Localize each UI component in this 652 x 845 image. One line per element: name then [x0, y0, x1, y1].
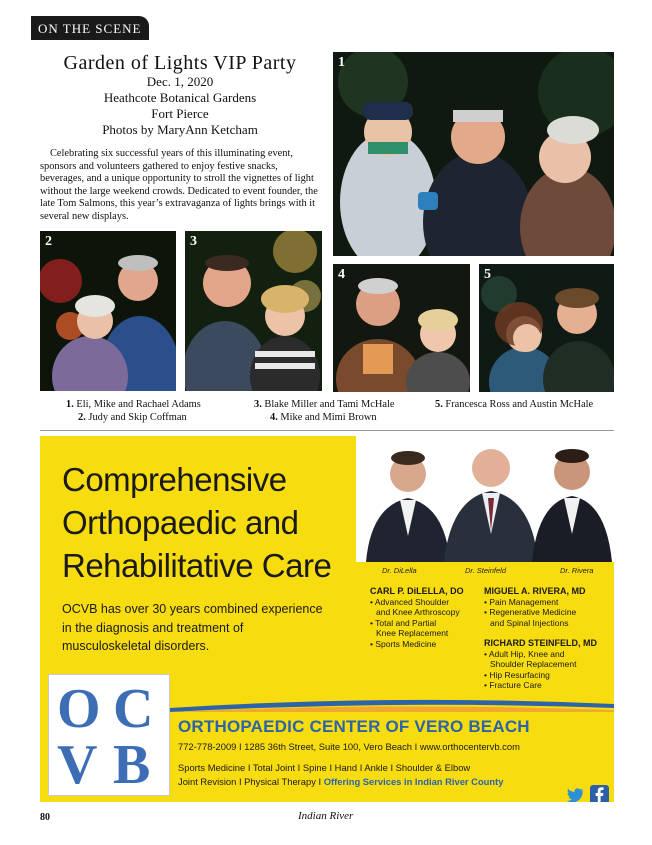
doctor-caption-rivera: Dr. Rivera — [560, 566, 594, 575]
photo-2-image — [40, 231, 176, 391]
photo-2 — [40, 231, 176, 391]
photo-5-number: 5 — [484, 267, 491, 282]
caption-group-2 — [254, 399, 395, 424]
doctor-rivera — [484, 586, 586, 628]
magazine-logo: Indian River — [298, 810, 354, 822]
page-number: 80 — [40, 812, 50, 823]
ocvb-logo-letter-b: B — [113, 734, 151, 796]
photo-4 — [333, 264, 470, 392]
photo-1 — [333, 52, 614, 256]
event-venue: Heathcote Botanical Gardens — [103, 90, 257, 105]
doctor-steinfeld — [484, 638, 597, 691]
doctor-dilella-specialties: • Advanced Shoulder and Knee Arthroscopy • Total and Partial Knee Replacement • Sports Medicine — [370, 596, 460, 649]
doctors-photo-image — [356, 436, 614, 562]
ocvb-advertisement[interactable] — [40, 436, 614, 802]
doctors-photo — [356, 436, 614, 562]
contact-line[interactable]: 772-778-2009 I 1285 36th Street, Suite 100, Vero Beach I www.orthocentervb.com — [178, 741, 520, 752]
services-line-2: Joint Revision I Physical Therapy I Offering Services in Indian River County — [178, 776, 504, 787]
caption-group-1 — [66, 399, 201, 424]
doctor-caption-steinfeld: Dr. Steinfeld — [465, 566, 506, 575]
photo-5 — [479, 264, 614, 392]
doctor-dilella — [370, 586, 464, 649]
event-photographer: Photos by MaryAnn Ketcham — [102, 122, 258, 137]
photo-4-number: 4 — [338, 267, 345, 282]
ocvb-logo-letter-v: V — [57, 734, 98, 796]
section-tag: ON THE SCENE — [31, 16, 149, 40]
doctor-rivera-specialties: • Pain Management • Regenerative Medicine and Spinal Injections — [484, 596, 577, 628]
photo-3-image — [185, 231, 322, 391]
facebook-icon[interactable] — [590, 785, 609, 802]
event-date: Dec. 1, 2020 — [146, 74, 214, 89]
caption-group-3 — [435, 399, 593, 412]
ad-headline: Comprehensive Orthopaedic and Rehabilitative Care — [62, 461, 332, 584]
caption-5: 5. Francesca Ross and Austin McHale — [435, 399, 594, 410]
photo-1-image — [333, 52, 614, 256]
photo-1-number: 1 — [338, 55, 345, 70]
photo-4-image — [333, 264, 470, 392]
doctor-dilella-name: CARL P. DiLELLA, DO — [370, 586, 464, 596]
org-name: ORTHOPAEDIC CENTER OF VERO BEACH — [178, 717, 530, 736]
services-line-1: Sports Medicine I Total Joint I Spine I Hand I Ankle I Shoulder & Elbow — [178, 762, 471, 773]
event-header — [40, 52, 320, 138]
event-title: Garden of Lights VIP Party — [63, 52, 297, 74]
doctor-steinfeld-name: RICHARD STEINFELD, MD — [484, 638, 597, 648]
ocvb-logo-letter-c: C — [113, 678, 154, 740]
twitter-icon[interactable] — [566, 787, 585, 802]
event-body-text: Celebrating six successful years of this illuminating event, sponsors and volunteers gathered to enjoy festive snacks, beverages, and a unique opportunity to stroll the vignettes of light without the large weekend crowds. Dedicated to event founder, the late Tom Salmons, this year’s extravaganza of lights brings with it several new displays. — [40, 148, 318, 222]
photo-5-image — [479, 264, 614, 392]
event-city: Fort Pierce — [151, 106, 209, 121]
ad-subheadline: OCVB has over 30 years combined experience in the diagnosis and treatment of musculoskeletal disorders. — [62, 602, 323, 653]
photo-2-number: 2 — [45, 234, 52, 249]
doctor-caption-dilella: Dr. DiLella — [382, 566, 417, 575]
ocvb-logo — [48, 674, 170, 796]
divider-rule — [40, 430, 614, 431]
photo-3 — [185, 231, 322, 391]
doctor-steinfeld-specialties: • Adult Hip, Knee and Shoulder Replacement • Hip Resurfacing • Fracture Care — [484, 648, 577, 690]
doctor-rivera-name: MIGUEL A. RIVERA, MD — [484, 586, 586, 596]
caption-3: 3. Blake Miller and Tami McHale — [254, 399, 395, 410]
caption-2: 2. Judy and Skip Coffman — [78, 411, 187, 423]
photo-3-number: 3 — [190, 234, 197, 249]
blue-swoosh — [170, 698, 614, 712]
caption-4: 4. Mike and Mimi Brown — [270, 411, 377, 423]
caption-1: 1. Eli, Mike and Rachael Adams — [66, 399, 201, 410]
ocvb-logo-letter-o: O — [57, 678, 101, 740]
